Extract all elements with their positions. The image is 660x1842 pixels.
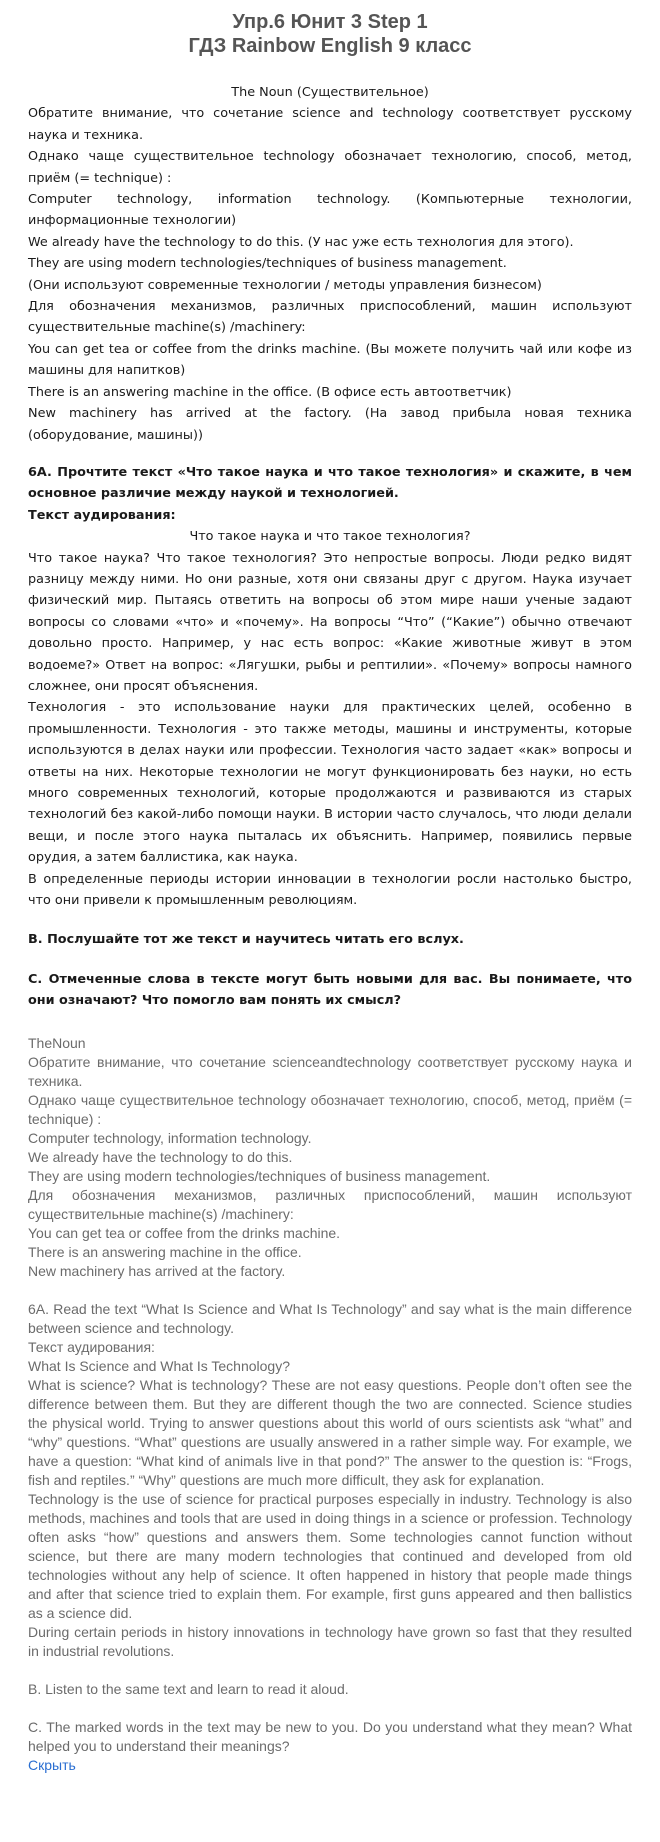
en-paragraph: Для обозначения механизмов, различных приспособлений, машин используют существительные machine(s) /machinery: xyxy=(28,1186,632,1222)
task-6a-heading: 6A. Прочтите текст «Что такое наука и что такое технология» и скажите, в чем основное различие между наукой и технологией. xyxy=(28,464,632,502)
ru-paragraph: Computer technology, information technology. (Компьютерные технологии, информационные технологии) xyxy=(28,192,632,229)
ru-paragraph: We already have the technology to do this. (У нас уже есть технология для этого). xyxy=(28,234,574,250)
text-paragraph-en: Technology is the use of science for practical purposes especially in industry. Technology is also methods, machines and tools that are used in doing things in a science or profession. Technology often asks “how” questions and answers them. Some technologies cannot function without science, but there are many modern technologies that continued and developed from old technologies without any help of science. It often happened in history that people made things and after that science tried to explain them. For example, first guns appeared and then ballistics as a science did. xyxy=(28,1490,632,1621)
task-6a-heading-en: 6A. Read the text “What Is Science and What Is Technology” and say what is the main difference between science and technology. xyxy=(28,1300,632,1336)
audio-text-label-en: Текст аудирования: xyxy=(28,1338,155,1355)
en-paragraph: New machinery has arrived at the factory. xyxy=(28,1262,286,1279)
english-section xyxy=(28,1034,632,1775)
ru-paragraph: New machinery has arrived at the factory. (На завод прибыла новая техника (оборудование, машины)) xyxy=(28,406,632,443)
task-b-heading-en: B. Listen to the same text and learn to read it aloud. xyxy=(28,1680,349,1697)
page-subtitle: ГДЗ Rainbow English 9 класс xyxy=(188,35,472,57)
task-c-heading: C. Отмеченные слова в тексте могут быть новыми для вас. Вы понимаете, что они означают? Что помогло вам понять их смысл? xyxy=(28,971,632,1009)
ru-paragraph: They are using modern technologies/techniques of business management. xyxy=(28,256,507,272)
en-paragraph: Однако чаще существительное technology обозначает технологию, способ, метод, приём (= technique) : xyxy=(28,1091,632,1127)
noun-heading-en: TheNoun xyxy=(28,1034,86,1051)
ru-paragraph: You can get tea or coffee from the drinks machine. (Вы можете получить чай или кофе из машины для напитков) xyxy=(28,341,632,379)
en-paragraph: There is an answering machine in the office. xyxy=(28,1243,302,1260)
task-b-heading: B. Послушайте тот же текст и научитесь читать его вслух. xyxy=(28,932,464,948)
ru-paragraph: (Они используют современные технологии / методы управления бизнесом) xyxy=(28,277,542,293)
text-paragraph: В определенные периоды истории инновации в технологии росли настолько быстро, что они привели к промышленным революциям. xyxy=(28,871,632,909)
noun-heading: The Noun (Существительное) xyxy=(231,85,429,100)
en-paragraph: We already have the technology to do this. xyxy=(28,1148,293,1165)
text-paragraph: Технология - это использование науки для практических целей, особенно в промышленности. Технология - это также методы, машины и инструменты, которые используются в делах науки или профессии. Технология часто задает «как» вопросы и ответы на них. Некоторые технологии не могут функционировать без науки, но есть много современных технологий, которые продолжаются и развиваются из старых технологий без какой-либо помощи науки. В истории часто случалось, что люди делали вещи, и после этого наука пыталась их объяснить. Например, появились первые орудия, а затем баллистика, как наука. xyxy=(28,700,632,866)
page-title: Упр.6 Юнит 3 Step 1 xyxy=(232,11,428,33)
text-paragraph-en: What is science? What is technology? These are not easy questions. People don’t often see the difference between them. But they are different though the two are connected. Science studies the physical world. Trying to answer questions about this world of ours scientists ask “what” and “why” questions. “What” questions are usually answered in a rather simple way. For example, we have a question: “What kind of animals live in that pond?” The answer to the question is: “Frogs, fish and reptiles.” “Why” questions are much more difficult, they ask for explanation. xyxy=(28,1376,632,1488)
task-c-heading-en: C. The marked words in the text may be new to you. Do you understand what they mean? What helped you to understand their meanings? xyxy=(28,1718,632,1754)
russian-section xyxy=(28,82,632,1012)
ru-paragraph: There is an answering machine in the office. (В офисе есть автоответчик) xyxy=(28,384,512,400)
text-title: Что такое наука и что такое технология? xyxy=(189,529,471,545)
en-paragraph: You can get tea or coffee from the drinks machine. xyxy=(28,1224,341,1241)
hide-link[interactable]: Скрыть xyxy=(28,1756,76,1773)
audio-text-label: Текст аудирования: xyxy=(28,507,176,523)
ru-paragraph: Для обозначения механизмов, различных приспособлений, машин используют существительные machine(s) /machinery: xyxy=(28,299,632,336)
en-paragraph: They are using modern technologies/techniques of business management. xyxy=(28,1167,491,1184)
text-title-en: What Is Science and What Is Technology? xyxy=(28,1357,290,1374)
en-paragraph: Обратите внимание, что сочетание scienceandtechnology соответствует русскому наука и техника. xyxy=(28,1053,632,1089)
text-paragraph-en: During certain periods in history innovations in technology have grown so fast that they resulted in industrial revolutions. xyxy=(28,1623,632,1659)
text-paragraph: Что такое наука? Что такое технология? Это непростые вопросы. Люди редко видят разницу между ними. Но они разные, хотя они связаны друг с другом. Наука изучает физический мир. Пытаясь ответить на вопросы об этом мире наши ученые задают вопросы со словами «что» и «почему». На вопросы “Что” (“Какие”) обычно отвечают довольно просто. Например, у нас есть вопрос: «Какие животные живут в этом водоеме?» Ответ на вопрос: «Лягушки, рыбы и рептилии». «Почему» вопросы намного сложнее, они просят объяснения. xyxy=(28,550,632,694)
ru-paragraph: Однако чаще существительное technology обозначает технологию, способ, метод, приём (= technique) : xyxy=(28,149,632,186)
ru-paragraph: Обратите внимание, что сочетание science and technology соответствует русскому наука и техника. xyxy=(28,106,632,143)
en-paragraph: Computer technology, information technology. xyxy=(28,1129,312,1146)
